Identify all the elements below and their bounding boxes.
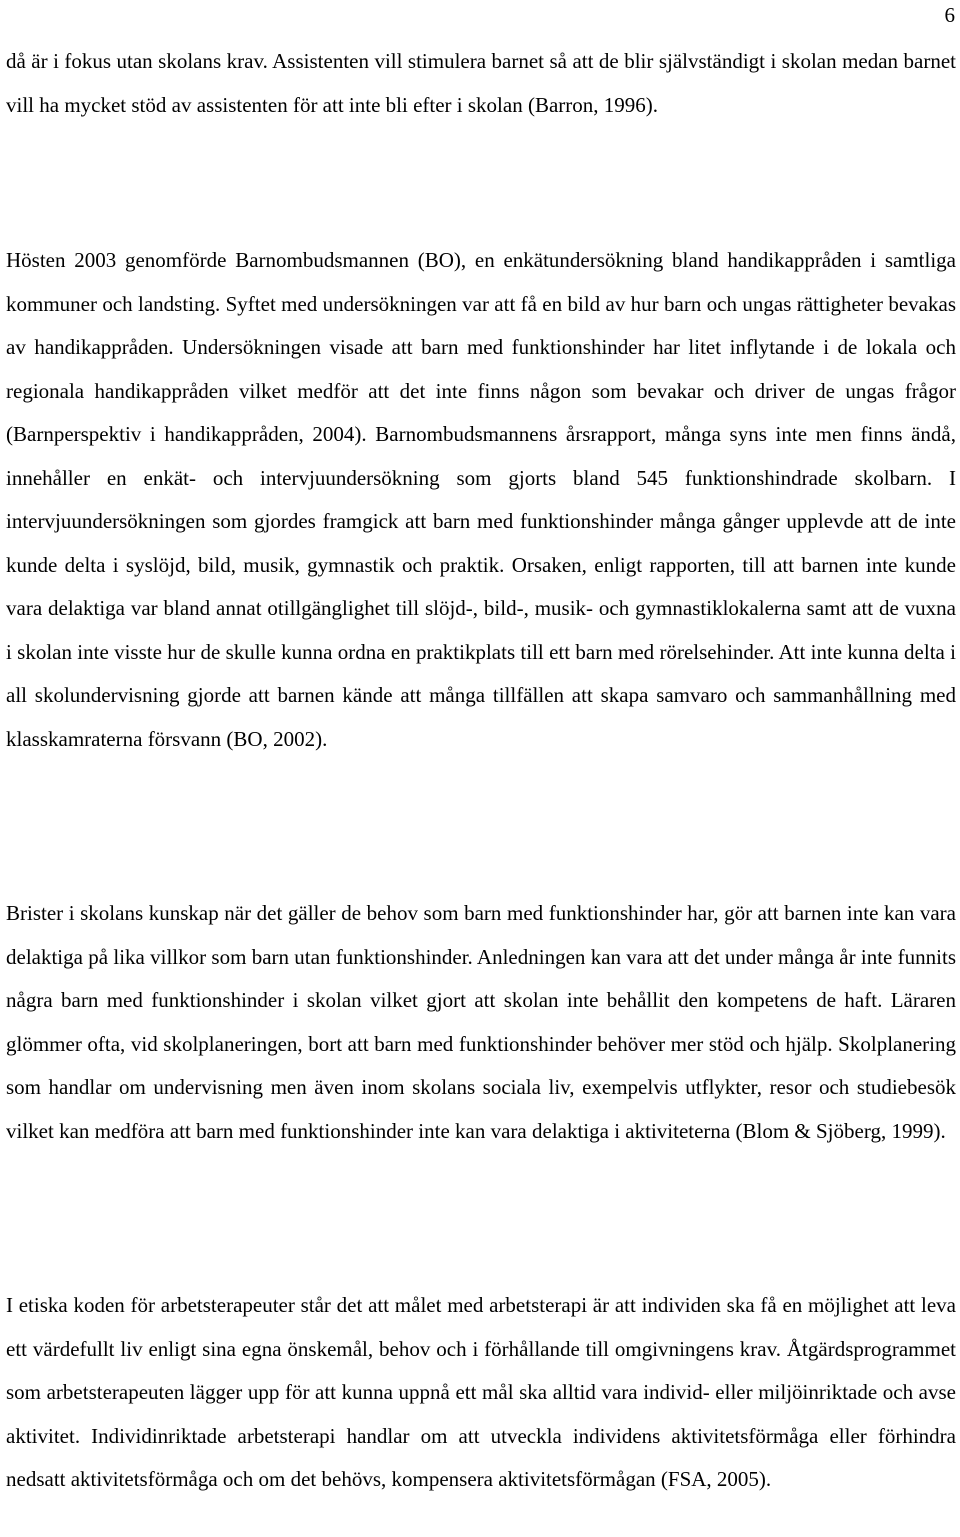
page-number: 6: [944, 3, 955, 27]
paragraph-text: Brister i skolans kunskap när det gäller de behov som barn med funktionshinder har, gör att barnen inte kan vara delaktiga på lika villkor som barn utan funktionshinder. Anledningen kan vara att det under många år inte funnits några barn med funktionshinder i skolan vilket gjort att skolan inte behållit den kompetens de haft. Läraren glömmer ofta, vid skolplaneringen, bort att barn med funktionshinder behöver mer stöd och hjälp. Skolplanering som handlar om undervisning men även inom skolans sociala liv, exempelvis utflykter, resor och studiebesök vilket kan medföra att barn med funktionshinder inte kan vara delaktiga i aktiviteterna (Blom & Sjöberg, 1999).: [6, 901, 956, 1143]
text-paragraph: [6, 40, 956, 127]
text-paragraph: [6, 1284, 956, 1502]
paragraph-text: Hösten 2003 genomförde Barnombudsmannen (BO), en enkätundersökning bland handikappråden i samtliga kommuner och landsting. Syftet med undersökningen var att få en bild av hur barn och ungas rättigheter bevakas av handikappråden. Undersökningen visade att barn med funktionshinder har litet inflytande i de lokala och regionala handikappråden vilket medför att det inte finns någon som bevakar och driver de ungas frågor (Barnperspektiv i handikappråden, 2004). Barnombudsmannens årsrapport, många syns inte men finns ändå, innehåller en enkät- och intervjuundersökning som gjorts bland 545 funktionshindrade skolbarn. I intervjuundersökningen som gjordes framgick att barn med funktionshinder många gånger upplevde att de inte kunde delta i syslöjd, bild, musik, gymnastik och praktik. Orsaken, enligt rapporten, till att barnen inte kunde vara delaktiga var bland annat otillgänglighet till slöjd-, bild-, musik- och gymnastiklokalerna samt att de vuxna i skolan inte visste hur de skulle kunna ordna en praktikplats till ett barn med rörelsehinder. Att inte kunna delta i all skolundervisning gjorde att barnen kände att många tillfällen att skapa samvaro och sammanhållning med klasskamraterna försvann (BO, 2002).: [6, 248, 956, 751]
paragraph-text: I etiska koden för arbetsterapeuter står det att målet med arbetsterapi är att individen ska få en möjlighet att leva ett värdefullt liv enligt sina egna önskemål, behov och i förhållande till omgivningens krav. Åtgärdsprogrammet som arbetsterapeuten lägger upp för att kunna uppnå ett mål ska alltid vara individ- eller miljöinriktade och avse aktivitet. Individinriktade arbetsterapi handlar om att utveckla individens aktivitetsförmåga eller förhindra nedsatt aktivitetsförmåga och om det behövs, kompensera aktivitetsförmågan (FSA, 2005).: [6, 1293, 956, 1491]
paragraph-text: då är i fokus utan skolans krav. Assistenten vill stimulera barnet så att de blir självständigt i skolan medan barnet vill ha mycket stöd av assistenten för att inte bli efter i skolan (Barron, 1996).: [6, 49, 956, 117]
text-paragraph: [6, 892, 956, 1153]
text-paragraph: [6, 239, 956, 761]
